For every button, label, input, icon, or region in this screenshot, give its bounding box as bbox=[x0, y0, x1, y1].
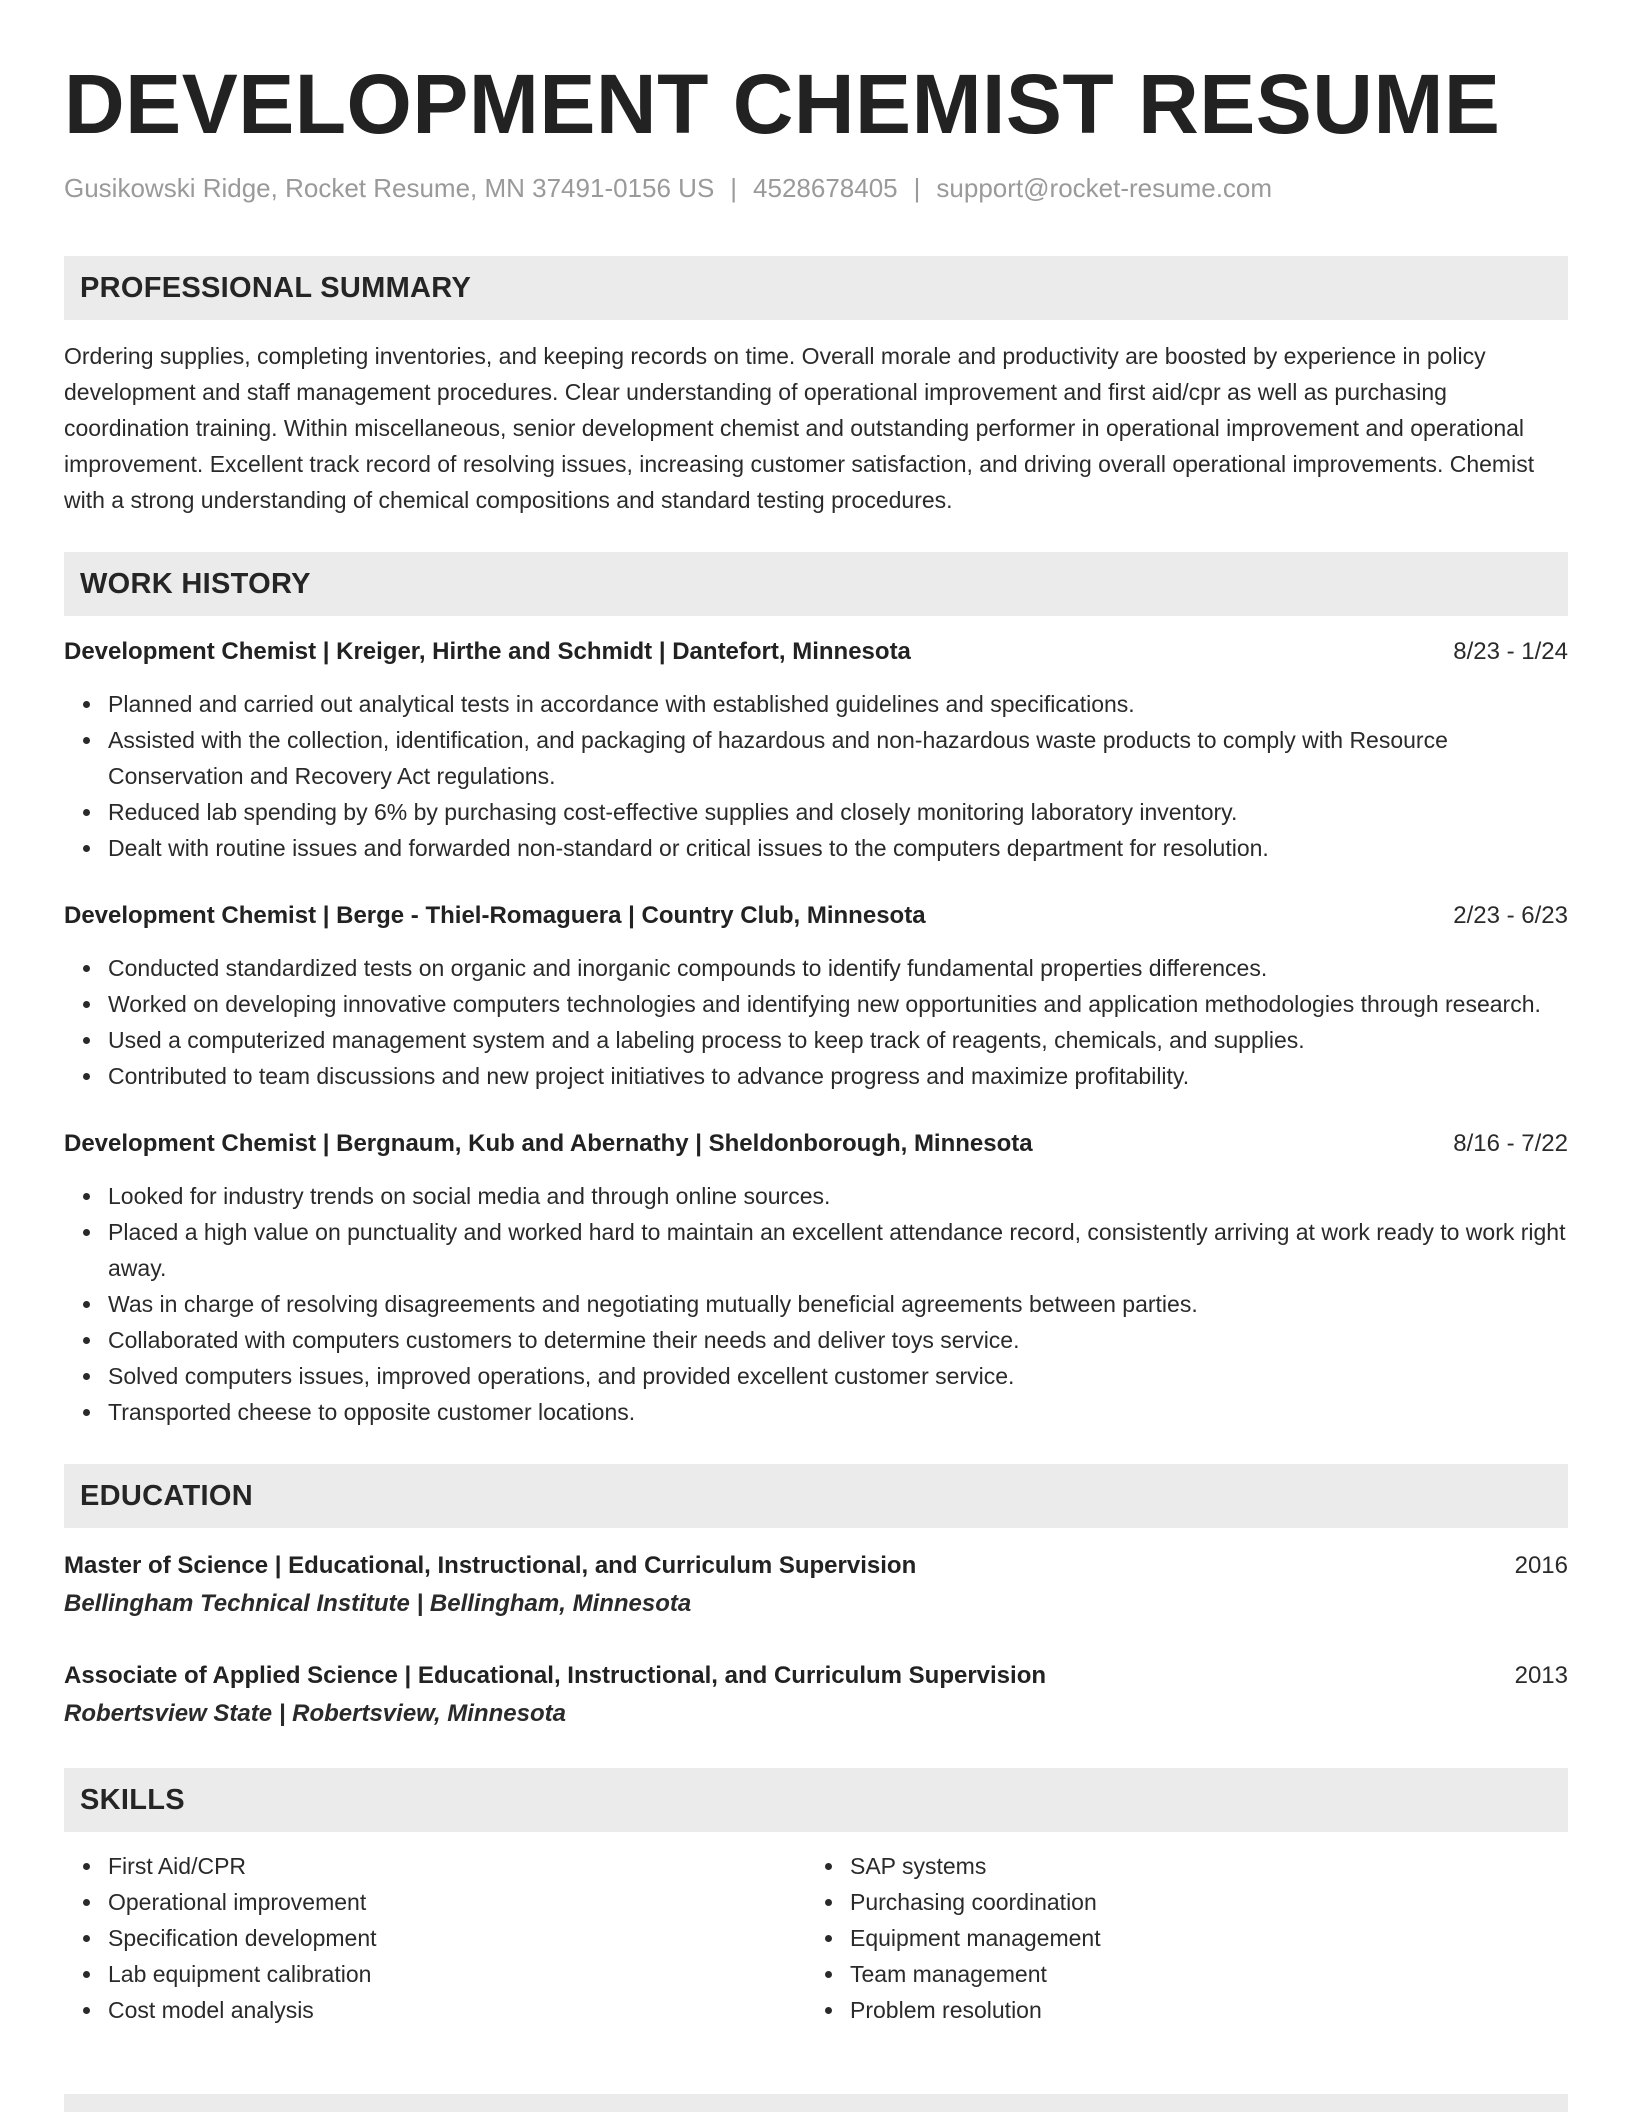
job-header bbox=[64, 1128, 1568, 1160]
job-entry bbox=[64, 636, 1568, 866]
skill-item: Equipment management bbox=[850, 1920, 1548, 1956]
next-section-header-edge bbox=[64, 2094, 1568, 2112]
contact-phone: 4528678405 bbox=[753, 173, 898, 203]
job-bullets bbox=[64, 1178, 1568, 1430]
job-dates: 2/23 - 6/23 bbox=[1453, 902, 1568, 929]
job-bullet: Placed a high value on punctuality and worked hard to maintain an excellent attendance record, consistently arriving at work ready to work right away. bbox=[108, 1214, 1568, 1286]
skill-item: Specification development bbox=[108, 1920, 806, 1956]
resume-title: DEVELOPMENT CHEMIST RESUME bbox=[64, 57, 1501, 151]
job-title: Development Chemist | Kreiger, Hirthe and Schmidt | Dantefort, Minnesota bbox=[64, 638, 911, 665]
education-section-header: EDUCATION bbox=[64, 1464, 1568, 1528]
skills-list bbox=[64, 1848, 806, 2028]
job-entry bbox=[64, 900, 1568, 1094]
job-bullet: Used a computerized management system and a labeling process to keep track of reagents, chemicals, and supplies. bbox=[108, 1022, 1568, 1058]
job-bullet: Dealt with routine issues and forwarded non-standard or critical issues to the computers department for resolution. bbox=[108, 830, 1568, 866]
job-bullet: Collaborated with computers customers to determine their needs and deliver toys service. bbox=[108, 1322, 1568, 1358]
skill-item: Operational improvement bbox=[108, 1884, 806, 1920]
skill-item: First Aid/CPR bbox=[108, 1848, 806, 1884]
job-bullet: Solved computers issues, improved operations, and provided excellent customer service. bbox=[108, 1358, 1568, 1394]
skill-item: Lab equipment calibration bbox=[108, 1956, 806, 1992]
job-bullet: Contributed to team discussions and new project initiatives to advance progress and maximize profitability. bbox=[108, 1058, 1568, 1094]
job-title: Development Chemist | Berge - Thiel-Romaguera | Country Club, Minnesota bbox=[64, 902, 926, 929]
skills-grid bbox=[64, 1848, 1568, 2028]
education-school: Bellingham Technical Institute | Bellingham, Minnesota bbox=[64, 1590, 692, 1617]
job-title: Development Chemist | Bergnaum, Kub and Abernathy | Sheldonborough, Minnesota bbox=[64, 1130, 1033, 1157]
job-header bbox=[64, 900, 1568, 932]
job-bullet: Worked on developing innovative computers technologies and identifying new opportunities and application methodologies through research. bbox=[108, 986, 1568, 1022]
education-year: 2013 bbox=[1514, 1662, 1568, 1689]
skills-column-left bbox=[64, 1848, 806, 2028]
summary-text: Ordering supplies, completing inventories, and keeping records on time. Overall morale and productivity are boosted by experience in policy development and staff management procedures. Clear understanding of operational improvement and first aid/cpr as well as purchasing coordination training. Within miscellaneous, senior development chemist and outstanding performer in operational improvement and operational improvement. Excellent track record of resolving issues, increasing customer satisfaction, and driving overall operational improvements. Chemist with a strong understanding of chemical compositions and standard testing procedures. bbox=[64, 343, 1535, 513]
contact-separator: | bbox=[730, 173, 738, 203]
education-school: Robertsview State | Robertsview, Minnesota bbox=[64, 1700, 566, 1727]
education-year: 2016 bbox=[1514, 1552, 1568, 1579]
job-header bbox=[64, 636, 1568, 668]
job-bullet: Planned and carried out analytical tests in accordance with established guidelines and specifications. bbox=[108, 686, 1568, 722]
job-bullets bbox=[64, 950, 1568, 1094]
skill-item: Cost model analysis bbox=[108, 1992, 806, 2028]
job-bullet: Was in charge of resolving disagreements and negotiating mutually beneficial agreements between parties. bbox=[108, 1286, 1568, 1322]
job-dates: 8/23 - 1/24 bbox=[1453, 638, 1568, 665]
job-entry bbox=[64, 1128, 1568, 1430]
skills-column-right bbox=[806, 1848, 1548, 2028]
skill-item: Problem resolution bbox=[850, 1992, 1548, 2028]
education-degree: Master of Science | Educational, Instructional, and Curriculum Supervision bbox=[64, 1552, 917, 1579]
contact-separator: | bbox=[913, 173, 921, 203]
skill-item: Purchasing coordination bbox=[850, 1884, 1548, 1920]
contact-address: Gusikowski Ridge, Rocket Resume, MN 37491-0156 US bbox=[64, 173, 715, 203]
education-header bbox=[64, 1550, 1568, 1582]
skills-list bbox=[806, 1848, 1548, 2028]
contact-email: support@rocket-resume.com bbox=[936, 173, 1273, 203]
job-bullet: Looked for industry trends on social media and through online sources. bbox=[108, 1178, 1568, 1214]
work-history-section-header: WORK HISTORY bbox=[64, 552, 1568, 616]
job-bullet: Conducted standardized tests on organic and inorganic compounds to identify fundamental properties differences. bbox=[108, 950, 1568, 986]
skill-item: SAP systems bbox=[850, 1848, 1548, 1884]
skill-item: Team management bbox=[850, 1956, 1548, 1992]
contact-line bbox=[64, 172, 1568, 204]
education-entry bbox=[64, 1550, 1568, 1620]
job-bullet: Assisted with the collection, identification, and packaging of hazardous and non-hazardous waste products to comply with Resource Conservation and Recovery Act regulations. bbox=[108, 722, 1568, 794]
job-bullet: Reduced lab spending by 6% by purchasing cost-effective supplies and closely monitoring laboratory inventory. bbox=[108, 794, 1568, 830]
education-degree: Associate of Applied Science | Educational, Instructional, and Curriculum Supervision bbox=[64, 1662, 1047, 1689]
job-bullets bbox=[64, 686, 1568, 866]
job-bullet: Transported cheese to opposite customer locations. bbox=[108, 1394, 1568, 1430]
education-entry bbox=[64, 1660, 1568, 1730]
education-header bbox=[64, 1660, 1568, 1692]
summary-section-header: PROFESSIONAL SUMMARY bbox=[64, 256, 1568, 320]
job-dates: 8/16 - 7/22 bbox=[1453, 1130, 1568, 1157]
skills-section-header: SKILLS bbox=[64, 1768, 1568, 1832]
